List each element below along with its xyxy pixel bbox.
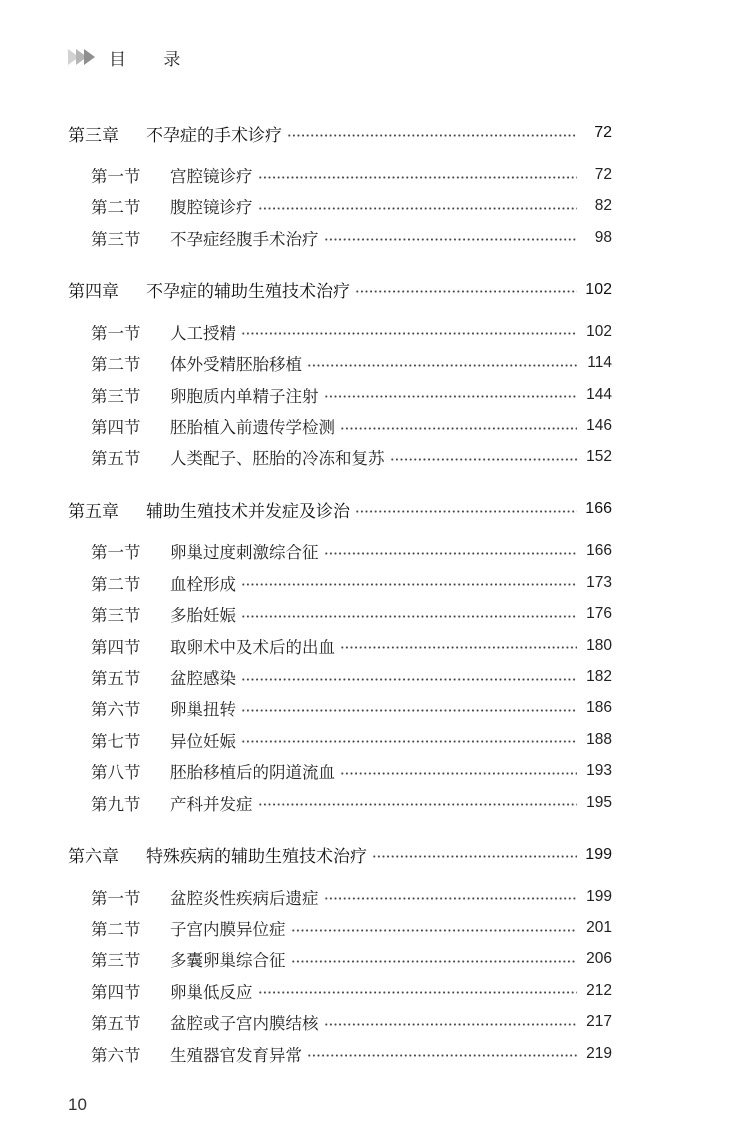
section-title: 卵巢低反应 xyxy=(170,982,253,1002)
section-title: 不孕症经腹手术治疗 xyxy=(170,229,319,249)
dot-leader xyxy=(258,207,578,210)
section-label: 第九节 xyxy=(91,794,141,814)
section-page-number: 212 xyxy=(586,981,612,999)
section-page-number: 201 xyxy=(586,919,612,936)
toc-section-entry[interactable] xyxy=(91,382,612,408)
section-title: 胚胎移植后的阴道流血 xyxy=(170,763,335,783)
section-page-number: 152 xyxy=(586,448,612,466)
section-title: 卵胞质内单精子注射 xyxy=(170,386,319,406)
section-page-number: 199 xyxy=(586,887,612,905)
section-title: 多胎妊娠 xyxy=(170,606,236,626)
dot-leader xyxy=(324,552,578,555)
toc-section-entry[interactable] xyxy=(91,1041,612,1067)
section-title: 卵巢扭转 xyxy=(170,700,236,720)
section-page-number: 114 xyxy=(587,354,612,372)
dot-leader xyxy=(355,510,577,513)
section-label: 第八节 xyxy=(91,763,141,783)
toc-section-entry[interactable] xyxy=(91,319,612,345)
section-title: 取卵术中及术后的出血 xyxy=(170,637,335,657)
section-title: 胚胎植入前遗传学检测 xyxy=(170,418,335,437)
toc-section-entry[interactable] xyxy=(91,664,612,690)
section-page-number: 173 xyxy=(586,573,612,591)
section-title: 血栓形成 xyxy=(170,574,236,594)
dot-leader xyxy=(241,332,577,335)
section-page-number: 166 xyxy=(586,542,612,560)
section-label: 第五节 xyxy=(91,449,141,469)
section-title: 卵巢过度刺激综合征 xyxy=(170,543,319,563)
section-label: 第一节 xyxy=(91,888,141,908)
section-label: 第二节 xyxy=(91,198,141,218)
section-label: 第一节 xyxy=(91,167,141,186)
dot-leader xyxy=(287,134,577,137)
section-label: 第二节 xyxy=(91,574,141,594)
dot-leader xyxy=(324,1023,578,1026)
dot-leader xyxy=(355,290,577,293)
section-label: 第三节 xyxy=(91,229,141,249)
chapter-title: 不孕症的辅助生殖技术治疗 xyxy=(146,282,350,303)
section-page-number: 82 xyxy=(594,197,612,215)
dot-leader xyxy=(241,740,577,743)
chapter-page-number: 199 xyxy=(585,845,612,863)
dot-leader xyxy=(291,929,578,932)
dot-leader xyxy=(307,364,577,367)
section-page-number: 206 xyxy=(586,950,612,968)
section-title: 盆腔或子宫内膜结核 xyxy=(170,1014,319,1034)
section-page-number: 72 xyxy=(594,166,612,183)
section-page-number: 176 xyxy=(586,605,612,623)
section-page-number: 182 xyxy=(586,668,612,685)
section-title: 体外受精胚胎移植 xyxy=(170,355,302,375)
dot-leader xyxy=(241,678,577,681)
chapter-page-number: 72 xyxy=(594,124,612,141)
toc-section-entry[interactable] xyxy=(91,444,612,470)
section-label: 第一节 xyxy=(91,543,141,563)
section-title: 腹腔镜诊疗 xyxy=(170,198,253,218)
section-title: 产科并发症 xyxy=(170,794,253,814)
toc-section-entry[interactable] xyxy=(91,633,612,659)
toc-chapter-entry[interactable] xyxy=(68,842,612,868)
section-page-number: 195 xyxy=(586,793,612,811)
section-label: 第二节 xyxy=(91,355,141,375)
toc-section-entry[interactable] xyxy=(91,413,612,439)
toc-section-entry[interactable] xyxy=(91,162,612,188)
toc-section-entry[interactable] xyxy=(91,695,612,721)
section-title: 人类配子、胚胎的冷冻和复苏 xyxy=(170,449,385,469)
section-page-number: 193 xyxy=(586,762,612,780)
section-label: 第一节 xyxy=(91,323,141,343)
chapter-label: 第三章 xyxy=(68,125,119,146)
dot-leader xyxy=(291,960,578,963)
section-page-number: 180 xyxy=(586,636,612,654)
toc-section-entry[interactable] xyxy=(91,350,612,376)
section-label: 第五节 xyxy=(91,669,141,688)
toc-section-entry[interactable] xyxy=(91,727,612,753)
section-page-number: 219 xyxy=(586,1044,612,1062)
chapter-title: 辅助生殖技术并发症及诊治 xyxy=(146,501,350,522)
section-label: 第六节 xyxy=(91,1045,141,1065)
section-page-number: 188 xyxy=(586,730,612,748)
dot-leader xyxy=(307,1054,577,1057)
chapter-page-number: 166 xyxy=(585,500,612,518)
toc-section-entry[interactable] xyxy=(91,538,612,564)
section-page-number: 144 xyxy=(586,385,612,403)
section-label: 第四节 xyxy=(91,418,141,437)
dot-leader xyxy=(324,897,578,900)
section-title: 人工授精 xyxy=(170,323,236,343)
toc-section-entry[interactable] xyxy=(91,601,612,627)
toc-section-entry[interactable] xyxy=(91,1009,612,1035)
toc-section-entry[interactable] xyxy=(91,946,612,972)
section-title: 盆腔感染 xyxy=(170,669,236,688)
dot-leader xyxy=(241,583,577,586)
dot-leader xyxy=(340,772,577,775)
toc-section-entry[interactable] xyxy=(91,915,612,941)
page-number: 10 xyxy=(68,1095,87,1114)
section-label: 第三节 xyxy=(91,951,141,971)
chapter-title: 特殊疾病的辅助生殖技术治疗 xyxy=(146,847,367,868)
page-title: 目 录 xyxy=(109,49,197,70)
section-title: 宫腔镜诊疗 xyxy=(170,167,253,186)
chapter-label: 第四章 xyxy=(68,282,119,303)
toc-section-entry[interactable] xyxy=(91,570,612,596)
toc-section-entry[interactable] xyxy=(91,758,612,784)
section-page-number: 98 xyxy=(594,228,612,246)
section-label: 第四节 xyxy=(91,637,141,657)
section-title: 盆腔炎性疾病后遗症 xyxy=(170,888,319,908)
section-title: 子宫内膜异位症 xyxy=(170,920,286,939)
section-page-number: 186 xyxy=(586,699,612,717)
dot-leader xyxy=(324,238,578,241)
section-title: 生殖器官发育异常 xyxy=(170,1045,302,1065)
chapter-page-number: 102 xyxy=(585,280,612,298)
chapter-title: 不孕症的手术诊疗 xyxy=(146,125,282,146)
toc-chapter-entry[interactable] xyxy=(68,120,612,146)
section-label: 第六节 xyxy=(91,700,141,720)
dot-leader xyxy=(340,427,577,430)
dot-leader xyxy=(258,803,578,806)
toc-chapter-entry[interactable] xyxy=(68,277,612,303)
chapter-label: 第六章 xyxy=(68,847,119,868)
section-label: 第三节 xyxy=(91,386,141,406)
chapter-label: 第五章 xyxy=(68,501,119,522)
toc-section-entry[interactable] xyxy=(91,790,612,816)
dot-leader xyxy=(340,646,577,649)
section-label: 第二节 xyxy=(91,920,141,939)
section-title: 异位妊娠 xyxy=(170,731,236,751)
dot-leader xyxy=(372,855,577,858)
toc-chapter-entry[interactable] xyxy=(68,496,612,522)
dot-leader xyxy=(390,458,578,461)
dot-leader xyxy=(324,395,578,398)
dot-leader xyxy=(241,615,577,618)
dot-leader xyxy=(258,176,578,179)
dot-leader xyxy=(258,991,578,994)
section-page-number: 102 xyxy=(586,322,612,340)
section-label: 第四节 xyxy=(91,982,141,1002)
toc-section-entry[interactable] xyxy=(91,225,612,251)
section-title: 多囊卵巢综合征 xyxy=(170,951,286,971)
toc-section-entry[interactable] xyxy=(91,884,612,910)
dot-leader xyxy=(241,709,577,712)
section-label: 第七节 xyxy=(91,731,141,751)
toc-section-entry[interactable] xyxy=(91,978,612,1004)
section-page-number: 217 xyxy=(586,1013,612,1031)
section-label: 第三节 xyxy=(91,606,141,626)
toc-section-entry[interactable] xyxy=(91,193,612,219)
section-page-number: 146 xyxy=(586,417,612,434)
section-label: 第五节 xyxy=(91,1014,141,1034)
